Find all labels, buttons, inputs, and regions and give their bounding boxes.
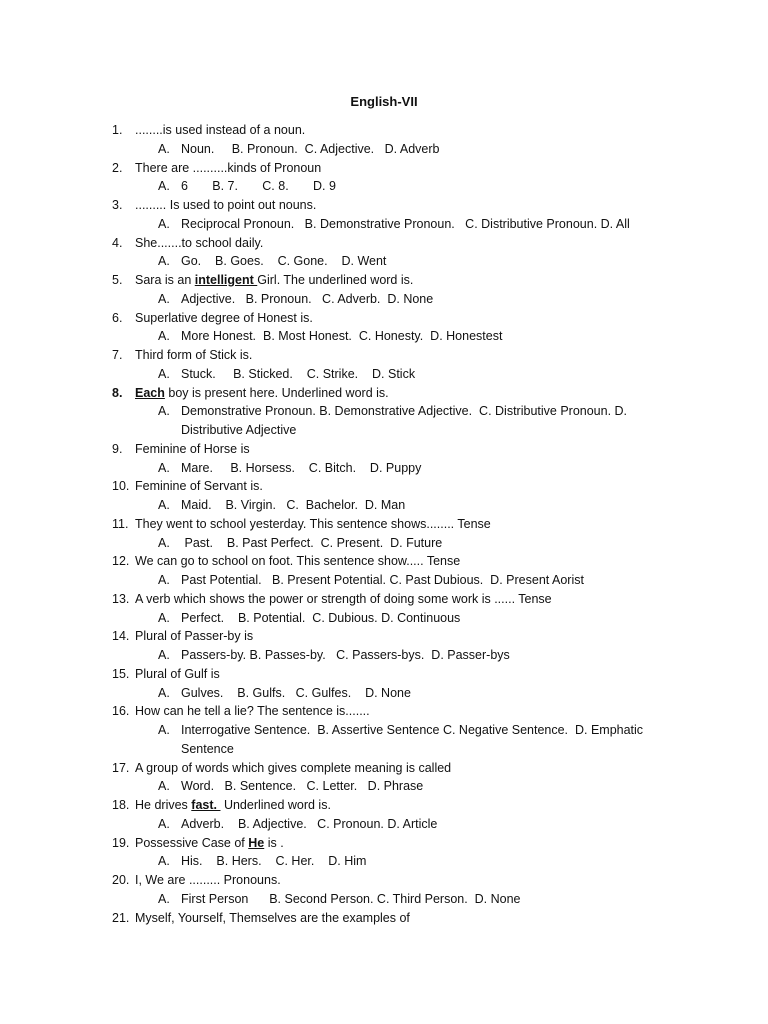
question-text: A verb which shows the power or strength of doing some work is ...... Tense [135, 591, 552, 606]
question-text: Feminine of Servant is. [135, 479, 263, 494]
question-text-end: boy is present here. Underlined word is. [164, 385, 389, 400]
question-text: Myself, Yourself, Themselves are the examples of [135, 910, 410, 925]
question-number: 3. [112, 198, 123, 212]
options-text: His. B. Hers. C. Her. D. Him [181, 854, 367, 869]
options-text: Maid. B. Virgin. C. Bachelor. D. Man [181, 498, 406, 512]
option-letter: A. [158, 498, 170, 512]
options-2 [0, 177, 768, 196]
question-text: They went to school yesterday. This sentence shows........ Tense [135, 516, 491, 531]
question-text: Plural of Passer-by is [135, 629, 254, 644]
question-text [135, 796, 331, 815]
option-letter: A. [158, 404, 170, 419]
question-number: 10. [112, 479, 130, 494]
options-13 [0, 609, 768, 628]
options-text: More Honest. B. Most Honest. C. Honesty. D. Honestest [181, 329, 503, 344]
options-9 [0, 459, 768, 478]
options-text: Past Potential. B. Present Potential. C. Past Dubious. D. Present Aorist [181, 573, 584, 587]
question-number: 20. [112, 873, 130, 887]
options-7 [0, 365, 768, 384]
question-4 [0, 234, 768, 253]
option-letter: A. [158, 216, 170, 231]
question-9 [0, 440, 768, 459]
option-letter: A. [158, 254, 170, 269]
question-text-start: Sara is an [135, 273, 195, 287]
question-text: I, We are ......... Pronouns. [135, 873, 281, 887]
question-8 [0, 384, 768, 403]
question-11 [0, 515, 768, 534]
option-letter: A. [158, 291, 170, 306]
options-4 [0, 252, 768, 271]
question-number: 16. [112, 704, 130, 719]
question-13 [0, 590, 768, 609]
question-number: 9. [112, 441, 123, 456]
options-text: Adjective. B. Pronoun. C. Adverb. D. None [181, 291, 434, 306]
options-text: Word. B. Sentence. C. Letter. D. Phrase [181, 779, 424, 794]
question-text: There are ..........kinds of Pronoun [135, 160, 322, 175]
question-text-start: Possessive Case of [135, 835, 249, 850]
question-text: ........is used instead of a noun. [135, 123, 306, 137]
options-text: Passers-by. B. Passes-by. C. Passers-bys. D. Passer-bys [181, 648, 510, 662]
underlined-word: Each [135, 385, 165, 400]
options-text: Gulves. B. Gulfs. C. Gulfes. D. None [181, 685, 411, 700]
options-12 [0, 571, 768, 590]
option-letter: A. [158, 723, 170, 737]
question-number: 13. [112, 591, 130, 606]
question-17 [0, 759, 768, 778]
options-text: Interrogative Sentence. B. Assertive Sentence C. Negative Sentence. D. Emphatic Sentence [181, 723, 647, 756]
options-11 [0, 534, 768, 553]
question-text: ......... Is used to point out nouns. [135, 198, 317, 212]
options-text: Past. B. Past Perfect. C. Present. D. Future [181, 535, 443, 550]
underlined-word: intelligent [194, 273, 258, 287]
question-18 [0, 796, 768, 815]
question-text: A group of words which gives complete meaning is called [135, 760, 452, 775]
question-1 [0, 121, 768, 140]
question-text [135, 384, 389, 403]
options-text: First Person B. Second Person. C. Third Person. D. None [181, 891, 521, 906]
option-letter: A. [158, 535, 170, 550]
question-number: 17. [112, 760, 130, 775]
question-20 [0, 871, 768, 890]
options-text: Demonstrative Pronoun. B. Demonstrative Adjective. C. Distributive Pronoun. D. Distributive Adjective [181, 404, 631, 437]
question-6 [0, 309, 768, 328]
option-letter: A. [158, 648, 170, 662]
question-number: 14. [112, 629, 130, 644]
options-18 [0, 815, 768, 834]
question-number: 2. [112, 160, 123, 175]
question-2 [0, 159, 768, 178]
question-7 [0, 346, 768, 365]
question-text-end: Underlined word is. [220, 798, 331, 812]
question-number: 18. [112, 798, 130, 812]
options-text: Stuck. B. Sticked. C. Strike. D. Stick [181, 366, 416, 381]
question-number: 15. [112, 666, 130, 681]
option-letter: A. [158, 460, 170, 475]
question-text: Third form of Stick is. [135, 348, 253, 362]
options-text: Perfect. B. Potential. C. Dubious. D. Continuous [181, 610, 461, 625]
question-12 [0, 552, 768, 571]
options-17 [0, 777, 768, 796]
question-15 [0, 665, 768, 684]
options-6 [0, 327, 768, 346]
option-letter: A. [158, 141, 170, 156]
question-number: 5. [112, 273, 123, 287]
question-number: 4. [112, 235, 123, 250]
option-letter: A. [158, 179, 170, 194]
question-number: 8. [112, 385, 123, 400]
underlined-word: He [248, 835, 265, 850]
option-letter: A. [158, 854, 170, 869]
options-3 [0, 215, 768, 234]
options-15 [0, 684, 768, 703]
page-title: English-VII [350, 94, 418, 109]
question-text-end: is . [264, 835, 284, 850]
question-10 [0, 477, 768, 496]
question-number: 12. [112, 554, 130, 569]
options-19 [0, 852, 768, 871]
options-text: 6 B. 7. C. 8. D. 9 [181, 179, 336, 194]
options-14 [0, 646, 768, 665]
options-text: Noun. B. Pronoun. C. Adjective. D. Adverb [181, 141, 440, 156]
question-text-end: Girl. The underlined word is. [257, 273, 414, 287]
question-number: 19. [112, 835, 130, 850]
question-3 [0, 196, 768, 215]
question-text: We can go to school on foot. This sentence show..... Tense [135, 554, 461, 569]
question-text: Feminine of Horse is [135, 441, 250, 456]
options-10 [0, 496, 768, 515]
options-text: Mare. B. Horsess. C. Bitch. D. Puppy [181, 460, 422, 475]
question-text: She.......to school daily. [135, 235, 264, 250]
question-number: 1. [112, 123, 123, 137]
question-text: Plural of Gulf is [135, 666, 220, 681]
option-letter: A. [158, 366, 170, 381]
options-1 [0, 140, 768, 159]
question-text-start: He drives [135, 798, 192, 812]
options-16 [0, 721, 768, 759]
question-number: 6. [112, 310, 123, 325]
question-5 [0, 271, 768, 290]
option-letter: A. [158, 891, 170, 906]
question-number: 11. [112, 516, 129, 531]
options-20 [0, 890, 768, 909]
question-number: 7. [112, 348, 123, 362]
option-letter: A. [158, 573, 170, 587]
question-19 [0, 834, 768, 853]
options-8 [0, 402, 768, 440]
option-letter: A. [158, 779, 170, 794]
options-text: Reciprocal Pronoun. B. Demonstrative Pronoun. C. Distributive Pronoun. D. All [181, 216, 630, 231]
question-21 [0, 909, 768, 928]
question-number: 21. [112, 910, 130, 925]
options-text: Adverb. B. Adjective. C. Pronoun. D. Article [181, 816, 438, 831]
question-14 [0, 627, 768, 646]
options-5 [0, 290, 768, 309]
question-text [135, 271, 413, 290]
option-letter: A. [158, 610, 170, 625]
question-text: How can he tell a lie? The sentence is....... [135, 704, 370, 719]
option-letter: A. [158, 685, 170, 700]
question-text: Superlative degree of Honest is. [135, 310, 313, 325]
option-letter: A. [158, 329, 170, 344]
options-text: Go. B. Goes. C. Gone. D. Went [181, 254, 387, 269]
underlined-word: fast. [191, 798, 221, 812]
question-16 [0, 702, 768, 721]
option-letter: A. [158, 816, 170, 831]
question-list [0, 121, 768, 927]
question-text [135, 834, 284, 853]
